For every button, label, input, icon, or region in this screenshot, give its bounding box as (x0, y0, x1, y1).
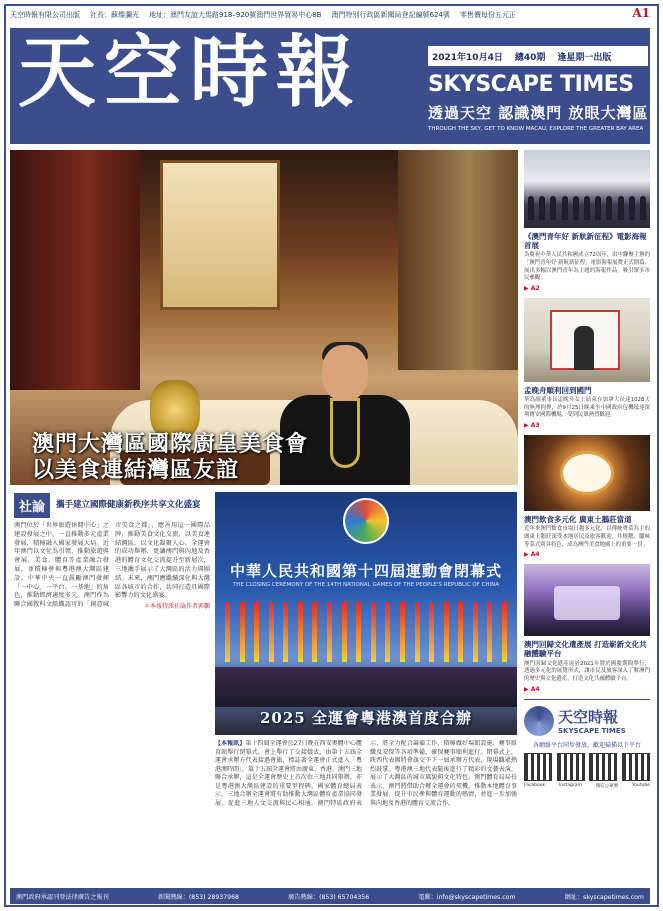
brand-box (524, 699, 650, 736)
director-text: 社長：蘇燦瀾光 (90, 11, 139, 19)
main-article (215, 740, 517, 880)
page-number: A1 (632, 8, 650, 20)
games-banner-cn: 中華人民共和國第十四屆運動會閉幕式 (229, 562, 502, 580)
editorial-title[interactable]: 攜手建立國際健康新秩序共享文化盛宴 (56, 499, 201, 510)
news-photo-1[interactable] (524, 150, 650, 228)
person-figure (574, 326, 594, 370)
ad-hotline[interactable]: 廣告熱線：(853) 65704356 (288, 893, 370, 901)
news-photo-2[interactable] (524, 298, 650, 382)
concert-stage (554, 586, 620, 620)
qr-caption: 各網絡平台同步發放，歡迎掃描以下平台 (532, 741, 641, 749)
news-headline-2[interactable]: 孟晚舟順利回到國門 (524, 385, 592, 395)
slogan-en: THROUGH THE SKY, GET TO KNOW MACAU, EXPLORE THE GREATER BAY AREA (428, 126, 644, 132)
article-body: 第十四屆全運會於27日晚在西安奧體中心體育館舉行閉幕式。會上舉行了交接儀式，由第十五屆全運會承辦方代表接過會旗，標誌著全運會正式進入「粵港澳時間」。第十五屆全運會將由廣東、香港、澳門三地聯合承辦，這是全運會歷史上首次由三地共同舉辦，亦是粵港澳大灣區建設的重要里程碑。國家體育總局表示，三地合辦全運會將有助推動大灣區體育產業協同發展，促進三地人文交流與民心相通。澳門特區政府表示，將全力配合籌備工作，積極做好場館設施、賽事組織及安保等各項準備，確保賽事順利進行。閉幕式上，陝西代表團將會旗交予下一屆承辦方代表，現場觀眾熱烈鼓掌。粵港澳三地代表隨後進行了精彩的文藝表演，展示了大灣區的城市風貌與文化特色。澳門體育局局長表示，澳門將借助合辦全運會的契機，推動本地體育事業發展，提升市民參與體育運動的熱情，並進一步加強與內地及香港的體育交流合作。 (215, 740, 517, 807)
news-headline-1[interactable]: 《澳門青年好 新航新征程》電影海報首展 (524, 232, 647, 251)
news-text-3: 近年來澳門飲食市場日趨多元化，以傳統粵菜為主的廣東土鵝莊深受本地居民及旅客歡迎，其燒鵝、臘味等菜式別具特色，成為澳門美食地圖上的重要一員。 (524, 526, 650, 548)
news-headline-4[interactable]: 澳門回歸文化遺產展 打造嶄新文化共融體驗平台 (524, 640, 647, 659)
qr-code-instagram[interactable] (557, 753, 585, 781)
issue-number: 總40期 (514, 52, 546, 63)
editorial-body (14, 522, 210, 612)
games-banner-en: THE CLOSING CEREMONY OF THE 14TH NATIONAL GAMES OF THE PEOPLE'S REPUBLIC OF CHINA (232, 582, 500, 588)
games-emblem-icon (343, 498, 389, 544)
top-info-strip (10, 8, 650, 22)
news-ref-4[interactable]: ▶ A4 (524, 685, 540, 693)
news-ref-3[interactable]: ▶ A4 (524, 551, 540, 559)
hero-headline-line2: 以美食連結灣區友誼 (32, 456, 240, 483)
news-text-1: 為慶祝中華人民共和國成立72周年，由中聯辦主辦的「澳門青年好 新航新征程」電影海報展覽正式開幕，展出多幅以澳門青年為主題的海報作品，吸引眾多市民參觀。 (524, 252, 650, 282)
editorial-section (14, 492, 210, 882)
curtain-left (10, 150, 140, 390)
window (160, 160, 280, 310)
editorial-tag: 社論 (14, 493, 50, 518)
footer-notice: 澳門政府承認刊登法律廣告之報刊 (16, 893, 109, 901)
news-photo-4[interactable] (524, 564, 650, 636)
qr-code-youtube[interactable] (622, 753, 650, 781)
article-lead: 【本報訊】 (215, 740, 246, 747)
qr-code-wechat[interactable] (589, 753, 617, 781)
flag-row (225, 602, 507, 662)
hero-headline-line1: 澳門大灣區國際廚皇美食會 (32, 431, 309, 457)
qr-code-facebook[interactable] (524, 753, 552, 781)
editorial-text: 澳門位於「世界旅遊休閒中心」之建設發展之中，一直推動多元產業發展，積極融入國家發展大局。近年澳門以文化為引領，推動旅遊與會展、美食、體育等產業融合發展，並積極參與粵港澳大灣區建設。中華中央一直鼓勵澳門發揮「一中心、一平台、一基地」的角色，推動經濟適度多元。澳門作為聯合國教科文組織認可的「創意城市美食之都」，應善用這一國際品牌，推動美食文化交流，以美食連結灣區，以文化凝聚人心。全運會的成功舉辦，更讓澳門與內地及香港的體育文化交流提升至新層次，三地攜手展示了大灣區的活力與團結。未來，澳門應繼續深化與大灣區各城市的合作，共同打造具國際影響力的文化盛宴。 (14, 522, 210, 609)
newspaper-title: 天空時報 (18, 27, 363, 118)
news-hotline[interactable]: 新聞熱線：(853) 28937968 (157, 893, 239, 901)
stage (215, 667, 517, 707)
contact-email[interactable]: 電郵：info@skyscapetimes.com (418, 893, 516, 901)
curtain-right (398, 150, 518, 370)
website-link[interactable]: 網址：skyscapetimes.com (564, 893, 644, 901)
price-text: 零售價每份五元正 (459, 11, 516, 19)
newspaper-title-en: SKYSCAPE TIMES (428, 72, 634, 97)
food-plate (560, 451, 614, 495)
news-ref-1[interactable]: ▶ A2 (524, 284, 540, 292)
hero-photo[interactable] (10, 150, 518, 485)
masthead (10, 28, 650, 144)
brand-logo-icon (524, 706, 554, 736)
news-text-2: 華為副董事長孟晚舟女士結束在加拿大長達1028天的無理拘押，於9月25日晚乘坐中國政府包機抵達深圳寶安國際機場，受到民眾熱烈歡迎。 (524, 397, 650, 419)
qr-code-row (524, 753, 650, 781)
footer-bar (10, 888, 650, 904)
news-photo-3[interactable] (524, 435, 650, 511)
news-ref-2[interactable]: ▶ A3 (524, 422, 540, 430)
person-head (322, 345, 368, 401)
brand-name-cn: 天空時報 (558, 708, 619, 727)
issue-frequency: 逢星期一出版 (557, 52, 612, 63)
games-caption[interactable]: 2025 全運會粵港澳首度合辦 (260, 709, 472, 727)
editorial-header (14, 492, 210, 518)
group-photo-people (528, 196, 646, 220)
issue-meta (428, 46, 648, 66)
right-column (524, 150, 650, 890)
issue-date: 2021年10月4日 (432, 52, 503, 63)
news-text-4: 澳門回歸文化遺產展於2021年將於國慶期間舉行，透過多元化的展覽形式，讓市民及旅客深入了解澳門的歷史與文化遺產，打造文化共融體驗平台。 (524, 660, 650, 682)
hero-headline[interactable] (32, 432, 308, 484)
publisher-text: 天空時報有限公司出版 (10, 11, 80, 19)
slogan-cn: 透過天空 認識澳門 放眼大灣區 (428, 104, 649, 122)
brand-name-en: SKYSCAPE TIMES (558, 727, 626, 736)
medal-sash (330, 398, 360, 468)
games-photo[interactable] (215, 492, 517, 735)
editorial-signature: ＊本報特派社論作者郭鵬 (143, 603, 210, 611)
qr-labels: Facebook Instagram 微信公眾號 Youtube (524, 782, 650, 789)
news-headline-3[interactable]: 澳門飲食多元化 廣東土鵝莊當道 (524, 515, 632, 525)
address-text: 地址：澳門友誼大馬路918–920號澳門世界貿易中心8B (149, 11, 322, 19)
registration-text: 澳門特別行政區新聞局登記編號624號 (331, 11, 450, 19)
